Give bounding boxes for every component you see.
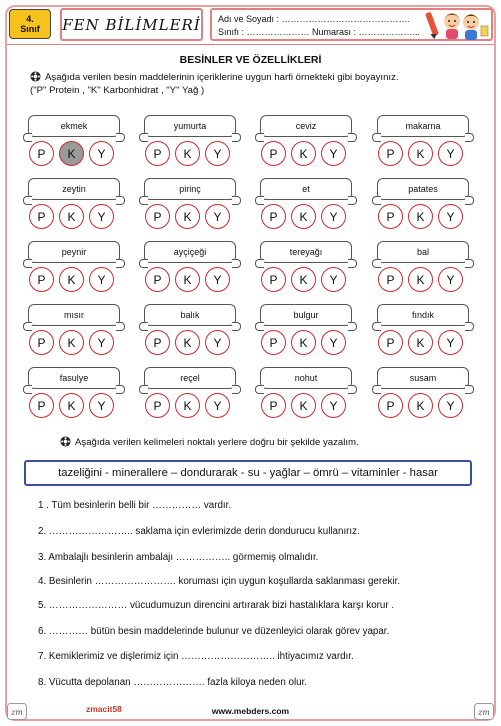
letter-circle-p[interactable]: P — [261, 393, 286, 418]
letter-circle-k[interactable]: K — [175, 330, 200, 355]
letter-circle-k[interactable]: K — [408, 267, 433, 292]
food-item — [144, 367, 236, 419]
letter-options — [145, 141, 237, 166]
letter-circle-p[interactable]: P — [261, 141, 286, 166]
question-item[interactable]: 3. Ambalajlı besinlerin ambalajı …………….. görmemiş olmalıdır. — [38, 552, 319, 563]
food-item — [377, 115, 469, 167]
letter-options — [378, 393, 470, 418]
letter-options — [261, 330, 353, 355]
letter-circle-y[interactable]: Y — [438, 141, 463, 166]
letter-options — [29, 204, 121, 229]
letter-circle-k[interactable]: K — [291, 204, 316, 229]
food-item — [260, 367, 352, 419]
food-label: ekmek — [28, 115, 120, 137]
grade-badge — [9, 9, 51, 39]
food-label: nohut — [260, 367, 352, 389]
letter-options — [145, 204, 237, 229]
letter-circle-p[interactable]: P — [261, 330, 286, 355]
grade-label: Sınıf — [20, 24, 40, 34]
food-item — [260, 241, 352, 293]
letter-options — [29, 141, 121, 166]
letter-circle-p[interactable]: P — [378, 393, 403, 418]
letter-circle-y[interactable]: Y — [205, 204, 230, 229]
food-label: peynir — [28, 241, 120, 263]
instruction-1 — [30, 71, 495, 97]
letter-options — [145, 330, 237, 355]
food-label: bulgur — [260, 304, 352, 326]
food-item — [260, 304, 352, 356]
word-bank: tazeliğini - minerallere – dondurarak - su - yağlar – ömrü – vitaminler - hasar — [24, 460, 472, 486]
letter-circle-p[interactable]: P — [29, 267, 54, 292]
letter-circle-y[interactable]: Y — [89, 267, 114, 292]
food-label: fasulye — [28, 367, 120, 389]
letter-circle-y[interactable]: Y — [438, 393, 463, 418]
letter-circle-k[interactable]: K — [291, 141, 316, 166]
letter-circle-y[interactable]: Y — [438, 330, 463, 355]
food-item — [28, 178, 120, 230]
question-item[interactable]: 1 . Tüm besinlerin belli bir …………… vardır. — [38, 500, 232, 511]
letter-options — [261, 393, 353, 418]
food-item — [144, 178, 236, 230]
food-item — [260, 178, 352, 230]
letter-circle-y[interactable]: Y — [438, 267, 463, 292]
letter-circle-y[interactable]: Y — [205, 393, 230, 418]
instruction-2 — [60, 436, 359, 448]
students-illustration — [425, 6, 489, 40]
class-number-field[interactable]: Sınıfı : ………………… Numarası : ………………... — [218, 27, 421, 37]
letter-options — [378, 330, 470, 355]
letter-circle-p[interactable]: P — [378, 330, 403, 355]
letter-options — [29, 267, 121, 292]
food-label: et — [260, 178, 352, 200]
instruction-1-legend: ("P" Protein , "K" Karbonhidrat , "Y" Yağ ) — [30, 84, 205, 96]
letter-circle-k[interactable]: K — [408, 141, 433, 166]
letter-circle-y[interactable]: Y — [205, 267, 230, 292]
letter-circle-k[interactable]: K — [175, 393, 200, 418]
food-item — [28, 115, 120, 167]
letter-circle-p[interactable]: P — [378, 204, 403, 229]
letter-circle-p[interactable]: P — [29, 204, 54, 229]
letter-circle-k[interactable]: K — [175, 141, 200, 166]
letter-circle-k[interactable]: K — [59, 204, 84, 229]
food-label: reçel — [144, 367, 236, 389]
instruction-1-text: Aşağıda verilen besin maddelerinin içeriklerine uygun harfi örnekteki gibi boyayınız. — [45, 72, 399, 83]
letter-circle-y[interactable]: Y — [321, 204, 346, 229]
letter-options — [261, 141, 353, 166]
letter-circle-y[interactable]: Y — [89, 204, 114, 229]
food-item — [144, 115, 236, 167]
letter-options — [378, 204, 470, 229]
corner-logo-right — [474, 703, 494, 720]
subject-title: FEN BİLİMLERİ — [60, 8, 203, 41]
letter-circle-k[interactable]: K — [59, 393, 84, 418]
food-item — [377, 367, 469, 419]
food-item — [28, 367, 120, 419]
letter-options — [261, 267, 353, 292]
letter-circle-y[interactable]: Y — [321, 267, 346, 292]
letter-circle-k[interactable]: K — [408, 204, 433, 229]
letter-circle-y[interactable]: Y — [205, 141, 230, 166]
question-item[interactable]: 8. Vücutta depolanan …………………. fazla kiloya neden olur. — [38, 677, 308, 688]
letter-circle-p[interactable]: P — [145, 141, 170, 166]
food-label: balık — [144, 304, 236, 326]
letter-circle-k[interactable]: K — [291, 393, 316, 418]
food-label: yumurta — [144, 115, 236, 137]
corner-logo-right-text: zm — [478, 708, 490, 717]
food-label: mısır — [28, 304, 120, 326]
food-item — [144, 241, 236, 293]
letter-circle-k[interactable]: K — [291, 267, 316, 292]
food-item — [144, 304, 236, 356]
food-label: tereyağı — [260, 241, 352, 263]
food-item — [28, 241, 120, 293]
food-label: patates — [377, 178, 469, 200]
food-label: makarna — [377, 115, 469, 137]
question-item[interactable]: 2. …………………….. saklama için evlerimizde derin dondurucu kullanırız. — [38, 526, 360, 537]
food-label: fındık — [377, 304, 469, 326]
letter-options — [378, 267, 470, 292]
letter-options — [29, 330, 121, 355]
food-item — [377, 178, 469, 230]
letter-options — [378, 141, 470, 166]
letter-circle-y[interactable]: Y — [205, 330, 230, 355]
letter-circle-p[interactable]: P — [145, 330, 170, 355]
food-item — [260, 115, 352, 167]
footer-website[interactable]: www.mebders.com — [211, 706, 290, 716]
letter-circle-k[interactable]: K — [175, 204, 200, 229]
letter-circle-p[interactable]: P — [29, 330, 54, 355]
letter-options — [29, 393, 121, 418]
flower-bullet-icon — [60, 436, 71, 447]
author-tag: zmacit58 — [86, 704, 122, 714]
question-item[interactable]: 6. ………… bütün besin maddelerinde bulunur ve düzenleyici olarak görev yapar. — [38, 626, 390, 637]
food-item — [377, 304, 469, 356]
letter-circle-p[interactable]: P — [29, 393, 54, 418]
letter-circle-p[interactable]: P — [145, 267, 170, 292]
header-divider — [7, 44, 494, 45]
letter-circle-y[interactable]: Y — [89, 330, 114, 355]
grade-number: 4. — [26, 14, 34, 24]
letter-circle-p[interactable]: P — [145, 204, 170, 229]
letter-circle-y[interactable]: Y — [321, 141, 346, 166]
instruction-2-text: Aşağıda verilen kelimeleri noktalı yerlere doğru bir şekilde yazalım. — [75, 437, 359, 448]
letter-circle-k[interactable]: K — [59, 330, 84, 355]
letter-circle-y[interactable]: Y — [321, 330, 346, 355]
flower-bullet-icon — [30, 71, 41, 82]
food-label: ayçiçeği — [144, 241, 236, 263]
letter-circle-y[interactable]: Y — [321, 393, 346, 418]
letter-circle-p[interactable]: P — [261, 204, 286, 229]
question-item[interactable]: 5. …………………… vücudumuzun direncini artırarak bizi hastalıklara karşı korur . — [38, 600, 395, 611]
food-label: bal — [377, 241, 469, 263]
letter-circle-k[interactable]: K — [59, 141, 84, 166]
food-item — [28, 304, 120, 356]
letter-circle-p[interactable]: P — [378, 141, 403, 166]
corner-logo-left-text: zm — [11, 708, 23, 717]
letter-circle-k[interactable]: K — [291, 330, 316, 355]
question-item[interactable]: 4. Besinlerin ……………………. koruması için uygun koşullarda saklanması gerekir. — [38, 576, 401, 587]
letter-circle-y[interactable]: Y — [89, 141, 114, 166]
food-label: zeytin — [28, 178, 120, 200]
letter-circle-k[interactable]: K — [408, 393, 433, 418]
letter-circle-p[interactable]: P — [261, 267, 286, 292]
letter-circle-p[interactable]: P — [29, 141, 54, 166]
food-item — [377, 241, 469, 293]
letter-circle-k[interactable]: K — [408, 330, 433, 355]
letter-circle-k[interactable]: K — [59, 267, 84, 292]
letter-circle-k[interactable]: K — [175, 267, 200, 292]
letter-circle-y[interactable]: Y — [89, 393, 114, 418]
letter-circle-p[interactable]: P — [145, 393, 170, 418]
letter-options — [261, 204, 353, 229]
food-label: pirinç — [144, 178, 236, 200]
letter-options — [145, 393, 237, 418]
page-title: BESİNLER VE ÖZELLİKLERİ — [179, 54, 322, 66]
question-item[interactable]: 7. Kemiklerimiz ve dişlerimiz için ……………………….. ihtiyacımız vardır. — [38, 651, 354, 662]
food-label: susam — [377, 367, 469, 389]
page-frame — [5, 5, 496, 721]
letter-options — [145, 267, 237, 292]
letter-circle-y[interactable]: Y — [438, 204, 463, 229]
letter-circle-p[interactable]: P — [378, 267, 403, 292]
name-field[interactable]: Adı ve Soyadı : ……………………………………. — [218, 14, 411, 24]
food-label: ceviz — [260, 115, 352, 137]
